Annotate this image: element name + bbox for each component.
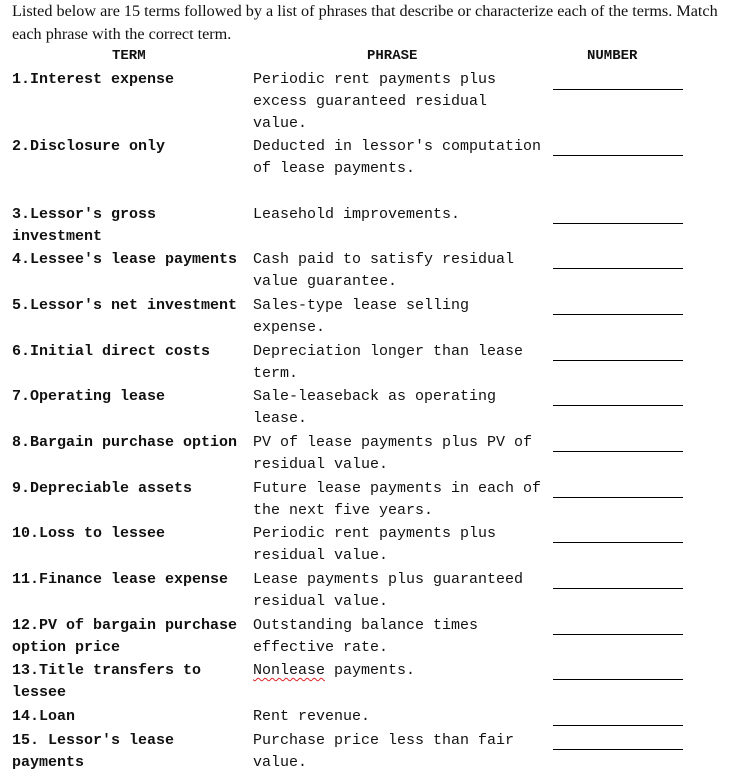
term-6: 6.Initial direct costs [12,343,211,360]
answer-blank-4[interactable] [553,268,683,269]
instructions: Listed below are 15 terms followed by a list of phrases that describe or characterize each of the terms. Match each phrase with the correct term. [12,2,718,43]
term-1: 1.Interest expense [12,71,175,88]
answer-blank-2[interactable] [553,155,683,156]
term-9: 9.Depreciable assets [12,480,193,497]
term-column-header: TERM [112,48,146,64]
phrase-9: Future lease payments in each of the next five years. [253,480,551,519]
term-13: 13.Title transfers to lessee [12,662,211,701]
answer-blank-12[interactable] [553,634,683,635]
answer-blank-14[interactable] [553,725,683,726]
term-5: 5.Lessor's net investment [12,297,238,314]
answer-blank-6[interactable] [553,360,683,361]
term-15: 15. Lessor's lease payments [12,732,184,771]
phrase-2: Deducted in lessor's computation of lease payments. [253,138,551,177]
phrase-1: Periodic rent payments plus excess guaranteed residual value. [253,71,506,132]
phrase-3: Leasehold improvements. [253,206,461,223]
term-2: 2.Disclosure only [12,138,166,155]
phrase-13-rest: payments. [325,662,416,679]
answer-blank-10[interactable] [553,542,683,543]
answer-blank-11[interactable] [553,588,683,589]
answer-blank-7[interactable] [553,405,683,406]
answer-blank-15[interactable] [553,749,683,750]
term-11: 11.Finance lease expense [12,571,229,588]
phrase-10: Periodic rent payments plus residual value. [253,525,506,564]
term-7: 7.Operating lease [12,388,166,405]
phrase-14: Rent revenue. [253,708,371,725]
term-10: 10.Loss to lessee [12,525,166,542]
number-column-header: NUMBER [587,48,638,64]
term-4: 4.Lessee's lease payments [12,251,238,268]
answer-blank-13[interactable] [553,679,683,680]
term-8: 8.Bargain purchase option [12,434,238,451]
phrase-7: Sale-leaseback as operating lease. [253,388,506,427]
answer-blank-1[interactable] [553,89,683,90]
term-3: 3.Lessor's gross investment [12,206,166,245]
phrase-15: Purchase price less than fair value. [253,732,524,771]
phrase-5: Sales-type lease selling expense. [253,297,479,336]
spellcheck-underlined-word: Nonlease [253,662,326,679]
phrase-8: PV of lease payments plus PV of residual value. [253,434,542,473]
phrase-column-header: PHRASE [367,48,418,64]
answer-blank-3[interactable] [553,223,683,224]
answer-blank-5[interactable] [553,314,683,315]
phrase-11: Lease payments plus guaranteed residual value. [253,571,533,610]
term-14: 14.Loan [12,708,76,725]
term-12: 12.PV of bargain purchase option price [12,617,247,656]
phrase-6: Depreciation longer than lease term. [253,343,533,382]
phrase-12: Outstanding balance times effective rate. [253,617,488,656]
phrase-4: Cash paid to satisfy residual value guarantee. [253,251,524,290]
phrase-13 [253,660,543,682]
answer-blank-8[interactable] [553,451,683,452]
answer-blank-9[interactable] [553,497,683,498]
